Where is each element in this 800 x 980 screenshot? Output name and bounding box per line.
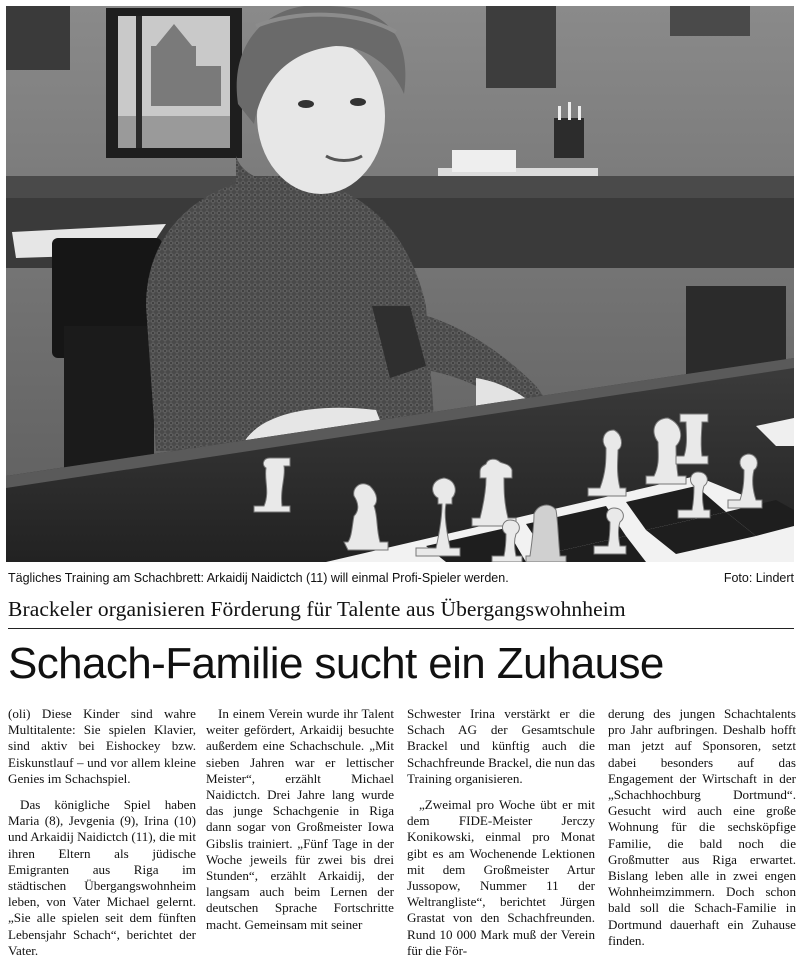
article-column-4 xyxy=(608,706,796,949)
wall-frame-right xyxy=(486,6,556,88)
paragraph: In einem Verein wurde ihr Talent weiter gefördert, Arkaidij besuchte außerdem eine Schachschule. „Mit sieben Jahren war er lettischer Meister“, erzählt Michael Naidictch. Drei Jahre lang wurde das junge Schachgenie in Riga dann sogar von Großmeister Iowa Gibslis trainiert. „Fünf Tage in der Woche jeweils für zwei bis drei Stunden“, erzählt Arkaidij, der langsam auch beim Lernen der deutschen Sprache Fortschritte macht. Gemeinsam mit seiner xyxy=(206,706,394,932)
news-photo xyxy=(6,6,794,562)
paragraph: derung des jungen Schachtalents pro Jahr aufbringen. Deshalb hofft man jetzt auf Sponsoren, setzt dabei besonders auf das Engagement der Wirtschaft in der „Schachhochburg Dortmund“. Gesucht wird auch eine große Wohnung für die sechsköpfige Familie, die bald noch die Großmutter aus Riga erwartet. Bislang leben alle in zwei engen Wohnheimzimmern. Doch schon bald soll die Schach-Familie in Dortmund dauerhaft ein Zuhause finden. xyxy=(608,706,796,948)
photo-caption xyxy=(8,569,794,587)
article-kicker: Brackeler organisieren Förderung für Talente aus Übergangswohnheim xyxy=(8,597,626,621)
paragraph: Schwester Irina verstärkt er die Schach AG der Gesamtschule Brackel und künftig auch die Schachfreunde Brackel, die nun das Training organisieren. xyxy=(407,706,595,786)
photo-credit: Foto: Lindert xyxy=(723,571,794,585)
article-column-1 xyxy=(8,706,196,959)
paragraph: „Zweimal pro Woche übt er mit dem FIDE-Meister Jerczy Konikowski, einmal pro Monat gibt es am Wochenende Lektionen mit dem Großmeister Artur Jussopow, Nummer 11 der Weltrangliste“, berichtet Jürgen Grastat von den Schachfreunden. Rund 10 000 Mark muß der Verein für die För- xyxy=(407,797,595,958)
divider-rule xyxy=(8,628,794,629)
article-headline: Schach-Familie sucht ein Zuhause xyxy=(8,639,664,688)
candle-holder xyxy=(554,118,584,158)
wall-frame-left xyxy=(6,6,70,70)
paragraph: Das königliche Spiel haben Maria (8), Jevgenia (9), Irina (10) und Arkaidij Naidictch (11), die mit ihren Eltern als jüdische Emigranten aus Riga im städtischen Übergangswohnheim leben, von Vater Michael gelernt. „Sie alle spielen seit dem fünften Lebensjahr Schach“, berichtet der Vater. xyxy=(8,797,196,958)
article-column-3 xyxy=(407,706,595,959)
paragraph: (oli) Diese Kinder sind wahre Multitalente: Sie spielen Klavier, sind aktiv bei Eishockey bzw. Eiskunstlauf – und vor allem kleine Genies im Schachspiel. xyxy=(8,706,196,786)
chess-boy-photo-illustration xyxy=(6,6,794,562)
caption-text: Tägliches Training am Schachbrett: Arkaidij Naidictch (11) will einmal Profi-Spieler werden. xyxy=(8,571,509,585)
article-column-2 xyxy=(206,706,394,933)
